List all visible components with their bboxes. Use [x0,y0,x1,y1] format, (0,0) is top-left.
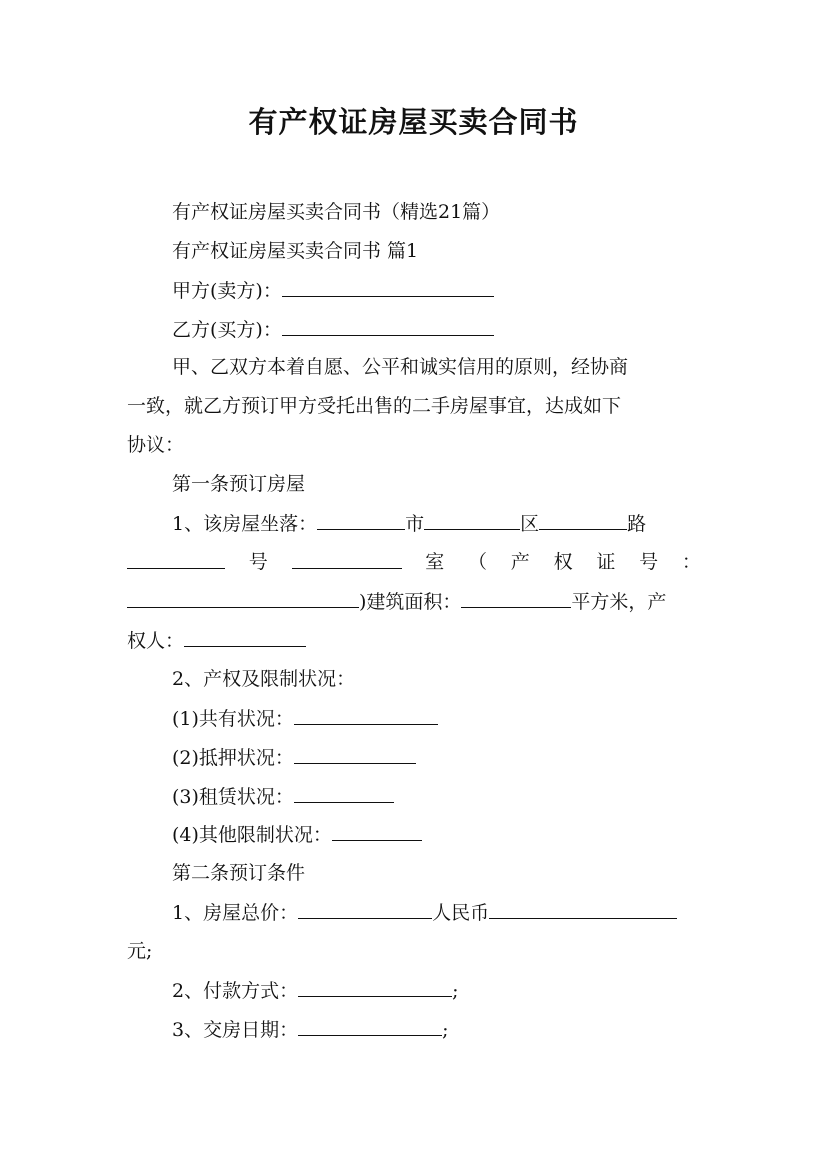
payment-blank [298,978,452,997]
location-line [172,511,701,536]
document-title: 有产权证房屋买卖合同书 [248,105,579,139]
owner-label: 权人： [127,630,185,652]
room-label: 室 [425,551,445,573]
lease-blank [294,784,394,803]
area-label: )建筑面积： [359,591,462,613]
lease-label: (3)租赁状况： [172,786,294,808]
article-heading: 第一条预订房屋 [172,473,306,495]
road-blank [539,511,627,530]
semicolon: ; [452,980,459,1002]
mortgage-label: (2)抵押状况： [172,747,294,769]
rmb-blank [489,900,677,919]
paragraph-line: 协议： [127,434,185,456]
delivery-date-blank [298,1017,442,1036]
co-ownership-blank [294,706,438,725]
total-price-line [172,900,701,925]
city-label: 市 [405,513,425,535]
party-a-label: 甲方(卖方)： [172,280,282,302]
paragraph-line: 甲、乙双方本着自愿、公平和诚实信用的原则，经协商 [172,356,629,378]
owner-blank [184,628,306,647]
lease-line [172,784,701,809]
delivery-date-label: 3、交房日期： [172,1019,299,1041]
payment-line [172,978,701,1003]
paragraph-line: 一致，就乙方预订甲方受托出售的二手房屋事宜，达成如下 [127,395,622,417]
area-line [127,589,701,614]
paren-open: （ [468,551,488,573]
delivery-date-line [172,1017,701,1042]
subtitle-line: 有产权证房屋买卖合同书（精选21篇） [172,201,501,223]
room-blank [292,550,402,569]
char: 号 [639,551,659,573]
char: ： [681,551,701,573]
yuan-line: 元; [127,940,153,962]
party-b-label: 乙方(买方)： [172,319,282,341]
sqm-label: 平方米，产 [571,591,667,613]
mortgage-line [172,745,701,770]
city-blank [317,511,405,530]
other-restriction-blank [332,822,422,841]
party-a-line [172,278,701,303]
char: 权 [553,551,573,573]
subsection-heading: 2、产权及限制状况： [172,668,356,690]
section-heading: 有产权证房屋买卖合同书 篇1 [172,240,419,262]
area-blank [461,589,571,608]
co-ownership-line [172,706,701,731]
party-a-blank [282,278,494,297]
certificate-blank [127,589,359,608]
party-b-line [172,317,701,342]
payment-label: 2、付款方式： [172,980,299,1002]
location-label: 1、该房屋坐落： [172,513,318,535]
article-heading: 第二条预订条件 [172,862,306,884]
co-ownership-label: (1)共有状况： [172,708,294,730]
char: 产 [510,551,530,573]
rmb-label: 人民币 [432,902,490,924]
other-restriction-label: (4)其他限制状况： [172,824,332,846]
district-label: 区 [520,513,540,535]
number-blank [127,550,225,569]
char: 证 [596,551,616,573]
number-room-line [127,550,701,574]
other-restriction-line [172,822,701,847]
total-price-blank [298,900,432,919]
road-label: 路 [627,513,647,535]
total-price-label: 1、房屋总价： [172,902,299,924]
semicolon: ; [442,1019,449,1041]
number-label: 号 [248,551,268,573]
owner-line [127,628,701,653]
party-b-blank [282,317,494,336]
district-blank [424,511,520,530]
mortgage-blank [294,745,416,764]
